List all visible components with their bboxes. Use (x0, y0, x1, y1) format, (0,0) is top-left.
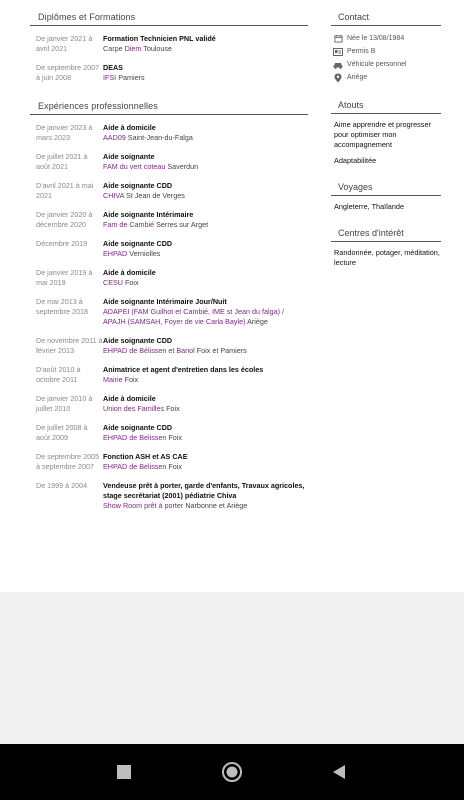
entry-item (30, 297, 308, 327)
entry-title: Aide à domicile (103, 123, 156, 132)
entry-place: Foix (168, 433, 182, 442)
entry-org: IFSI (103, 73, 117, 82)
entry-title: Aide à domicile (103, 268, 156, 277)
entry-body (103, 481, 308, 511)
entry-title: Aide soignante Intérimaire (103, 210, 194, 219)
entry-date: D'avril 2021 à mai 2021 (36, 181, 94, 200)
entry-org: AAD09 (103, 133, 126, 142)
entry-org: CHIVA (103, 191, 125, 200)
entry-org: EHPAD de Belissen (103, 433, 167, 442)
entry-place: Foix (166, 404, 180, 413)
left-column (30, 8, 308, 520)
calendar-icon (333, 34, 343, 44)
car-icon (333, 60, 343, 70)
entry-place: Serres sur Arget (156, 220, 209, 229)
voyages-section (331, 178, 441, 212)
entry-org-line (103, 307, 308, 327)
entry-place: Saverdun (167, 162, 199, 171)
entry-place: Foix (168, 462, 182, 471)
entry-date: De janvier 2021 à avril 2021 (36, 34, 93, 53)
entry-date: De septembre 2005 à septembre 2007 (36, 452, 100, 471)
entry-body (103, 452, 308, 472)
entry-org: Mairie (103, 375, 123, 384)
entry-date: De mai 2013 à septembre 2018 (36, 297, 88, 316)
entry-org-line (103, 278, 308, 288)
entry-org-line (103, 375, 308, 385)
entry-org-line (103, 249, 308, 259)
id-card-icon (333, 47, 343, 57)
entry-title: Aide soignante CDD (103, 423, 173, 432)
entry-body (103, 365, 308, 385)
entry-title: DEAS (103, 63, 123, 72)
entry-date: De juillet 2008 à août 2009 (36, 423, 88, 442)
entry-date: Décembre 2019 (36, 239, 88, 248)
entry-place: Foix et Pamiers (196, 346, 247, 355)
entry-date: De septembre 2007 à juin 2008 (36, 63, 100, 82)
entry-item (30, 423, 308, 443)
entry-place: Foix (124, 375, 139, 384)
entry-place: St Jean de Verges (126, 191, 185, 200)
entry-body (103, 239, 308, 259)
entry-org-line (103, 404, 308, 414)
entry-date: De 1999 à 2004 (36, 481, 88, 490)
entry-place: Verniolles (129, 249, 161, 258)
entry-item (30, 34, 308, 54)
entry-item (30, 152, 308, 172)
location-icon (333, 73, 343, 83)
entry-org: ADAPEI (FAM Guilhot et Cambié, IME st Jean du falga) / APAJH (SAMSAH, Foyer de vie Carla Bayle) (103, 307, 284, 326)
entry-title: Aide soignante CDD (103, 239, 173, 248)
entry-org: Show Room prêt à porter (103, 501, 184, 510)
entry-body (103, 34, 308, 54)
entry-item (30, 481, 308, 511)
entry-org: CESU (103, 278, 123, 287)
experiences-list (30, 123, 308, 511)
atout-item: Aime apprendre et progresser pour optimiser mon accompagnement (334, 120, 431, 149)
interets-heading: Centres d'intérêt (331, 224, 441, 242)
entry-title: Vendeuse prêt à porter, garde d'enfants, Travaux agricoles, stage secrétariat (2001) pédiatrie Chiva (103, 481, 305, 500)
entry-title: Aide soignante Intérimaire Jour/Nuit (103, 297, 227, 306)
entry-item (30, 181, 308, 201)
entry-item (30, 239, 308, 259)
entry-org-line (103, 44, 308, 54)
entry-place: Pamiers (118, 73, 145, 82)
home-icon[interactable] (221, 761, 243, 783)
atouts-section (331, 96, 441, 166)
entry-org: Union des Familles (103, 404, 165, 413)
atout-item: Adaptabilitée (334, 156, 377, 165)
entry-body (103, 152, 308, 172)
entry-body (103, 181, 308, 201)
contact-vehicle (331, 58, 441, 71)
entry-org: Carpe Diem (103, 44, 142, 53)
entry-org-line (103, 220, 308, 230)
entry-body (103, 268, 308, 288)
entry-date: De janvier 2023 à mars 2023 (36, 123, 93, 142)
diplomes-heading: Diplômes et Formations (30, 8, 308, 26)
entry-org: EHPAD de Bélissen et Bariol (103, 346, 195, 355)
entry-org-line (103, 501, 308, 511)
entry-item (30, 365, 308, 385)
entry-item (30, 63, 308, 83)
entry-title: Animatrice et agent d'entretien dans les écoles (103, 365, 264, 374)
entry-item (30, 268, 308, 288)
entry-body (103, 423, 308, 443)
entry-body (103, 63, 308, 83)
contact-heading: Contact (331, 8, 441, 26)
voyages-heading: Voyages (331, 178, 441, 196)
entry-date: De juillet 2021 à août 2021 (36, 152, 88, 171)
android-navbar (0, 744, 464, 800)
contact-license-text: Permis B (347, 48, 376, 55)
atouts-heading: Atouts (331, 96, 441, 114)
experiences-heading: Expériences professionnelles (30, 97, 308, 115)
entry-date: De janvier 2010 à juillet 2010 (36, 394, 93, 413)
voyages-text: Angleterre, Thaïlande (334, 202, 405, 211)
back-icon[interactable] (328, 761, 350, 783)
right-column (331, 8, 441, 276)
entry-org: EHPAD (103, 249, 128, 258)
entry-body (103, 297, 308, 327)
diplomes-list (30, 34, 308, 83)
entry-org-line (103, 433, 308, 443)
entry-item (30, 452, 308, 472)
entry-org: FAM du vert coteau (103, 162, 166, 171)
entry-org-line (103, 162, 308, 172)
entry-item (30, 123, 308, 143)
entry-org-line (103, 462, 308, 472)
entry-place: Narbonne et Ariège (185, 501, 248, 510)
entry-title: Aide soignante (103, 152, 155, 161)
entry-date: De janvier 2020 à décembre 2020 (36, 210, 93, 229)
entry-title: Aide soignante CDD (103, 181, 173, 190)
recent-apps-icon[interactable] (113, 761, 135, 783)
entry-title: Aide soignante CDD (103, 336, 173, 345)
contact-location-text: Ariège (347, 74, 368, 81)
experiences-section (30, 97, 308, 511)
entry-place: Saint-Jean-du-Falga (127, 133, 193, 142)
entry-item (30, 210, 308, 230)
contact-birthdate-text: Née le 13/08/1984 (347, 35, 405, 42)
entry-title: Formation Technicien PNL validé (103, 34, 216, 43)
contact-birthdate (331, 32, 441, 45)
entry-item (30, 394, 308, 414)
entry-org: EHPAD de Belissen (103, 462, 167, 471)
contact-section (331, 8, 441, 84)
diplomes-section (30, 8, 308, 83)
entry-date: D'août 2010 à octobre 2011 (36, 365, 81, 384)
contact-vehicle-text: Véhicule personnel (347, 61, 407, 68)
entry-body (103, 394, 308, 414)
entry-org-line (103, 191, 308, 201)
entry-place: Foix (124, 278, 139, 287)
entry-title: Fonction ASH et AS CAE (103, 452, 188, 461)
entry-body (103, 336, 308, 356)
entry-item (30, 336, 308, 356)
contact-location (331, 71, 441, 84)
entry-org: Fam de Cambié (103, 220, 155, 229)
contact-license (331, 45, 441, 58)
entry-org-line (103, 346, 308, 356)
entry-body (103, 123, 308, 143)
entry-org-line (103, 73, 308, 83)
entry-date: De janvier 2019 à mai 2019 (36, 268, 93, 287)
interets-section (331, 224, 441, 268)
entry-place: Toulouse (143, 44, 173, 53)
entry-body (103, 210, 308, 230)
entry-org-line (103, 133, 308, 143)
entry-place: Ariège (247, 317, 268, 326)
entry-date: De novembre 2011 à février 2013 (36, 336, 103, 355)
interets-text: Randonnée, potager, méditation, lecture (334, 248, 440, 267)
entry-title: Aide à domicile (103, 394, 156, 403)
